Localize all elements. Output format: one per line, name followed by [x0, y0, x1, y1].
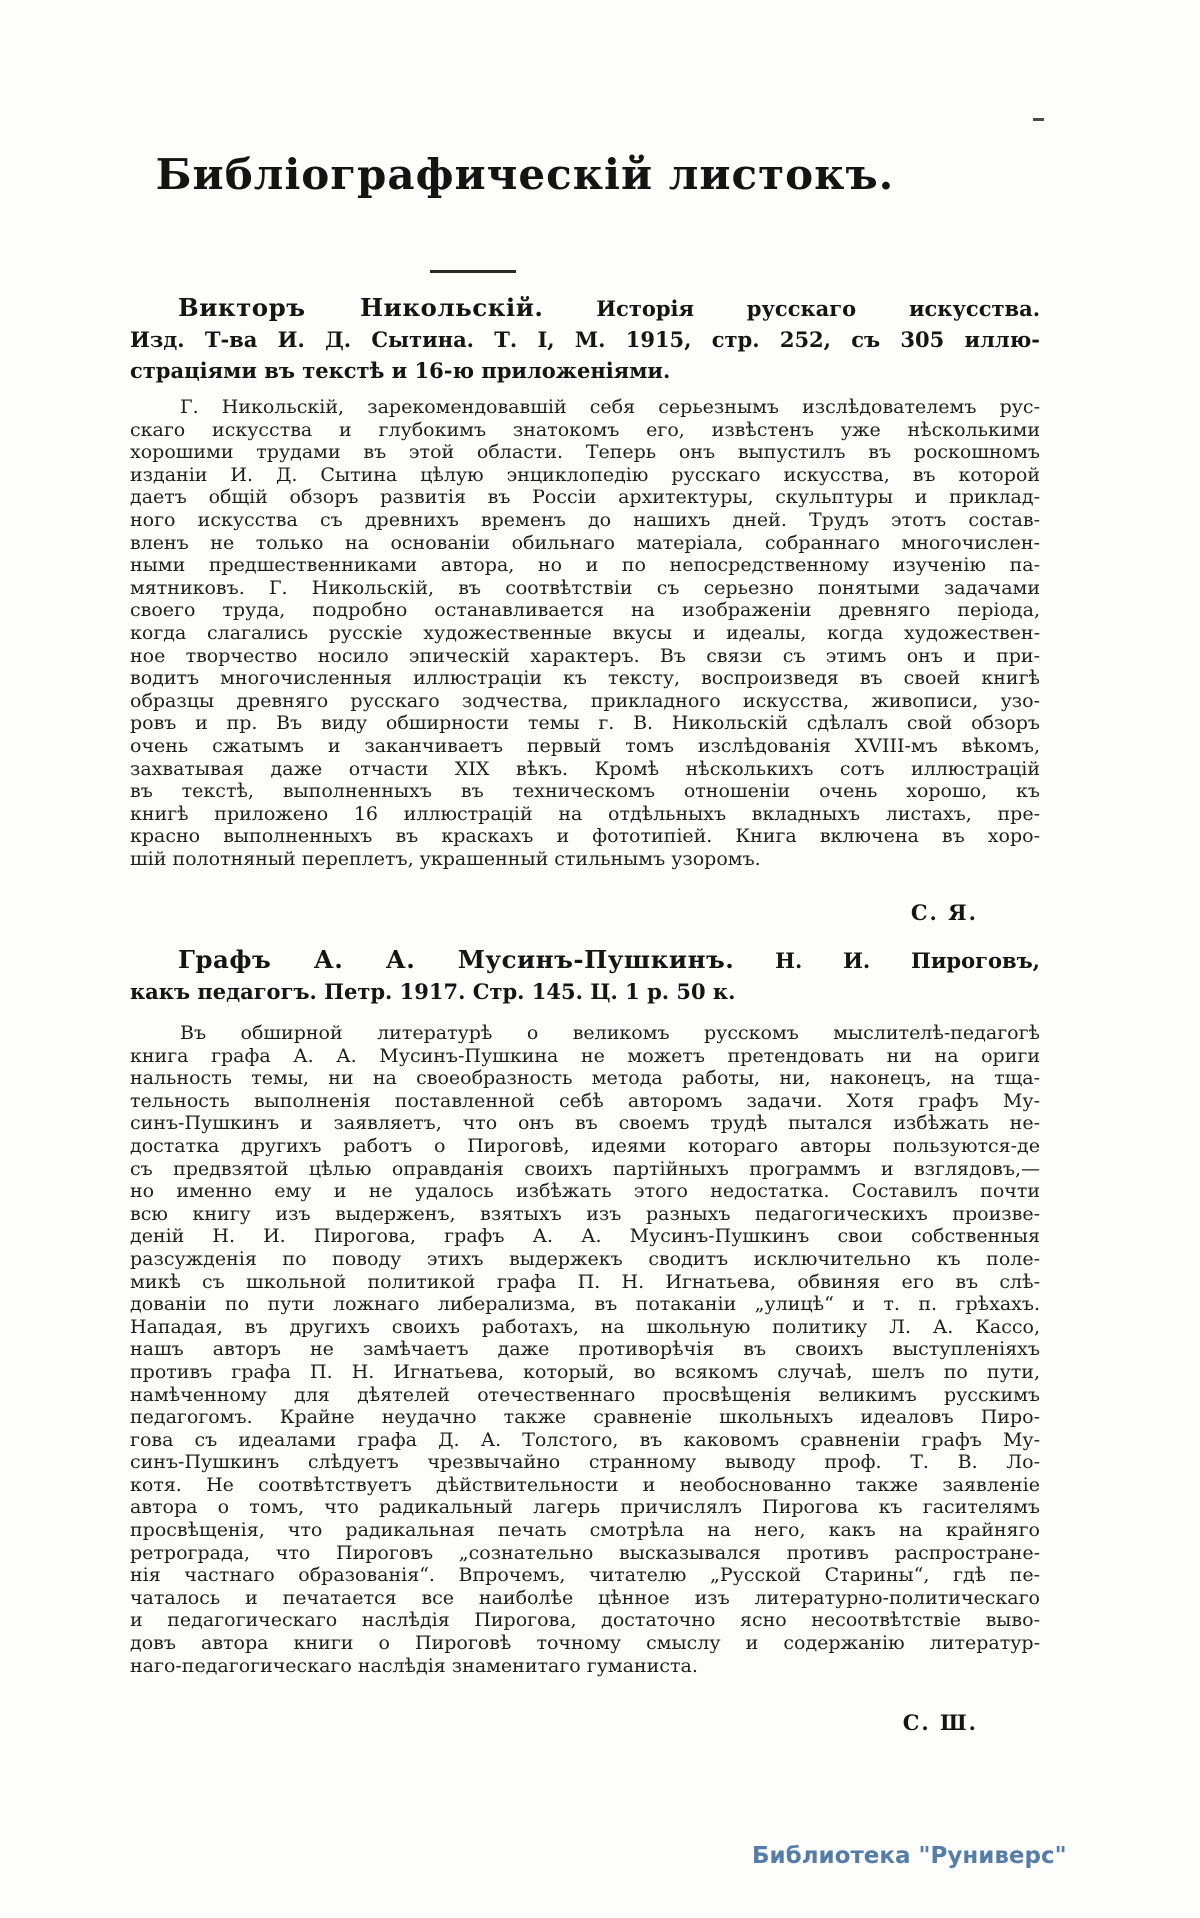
text-line: захватывая даже отчасти XIX вѣкъ. Кромѣ нѣсколькихъ сотъ иллюстрацій: [130, 757, 1040, 780]
review-1-heading: [130, 292, 1040, 386]
text-line: образцы древняго русскаго зодчества, прикладного искусства, живописи, узо-: [130, 689, 1040, 712]
text-line: просвѣщенія, что радикальная печать смотрѣла на него, какъ на крайняго: [130, 1519, 1040, 1542]
text-line: ровъ и пр. Въ виду обширности темы г. В. Никольскій сдѣлалъ свой обзоръ: [130, 712, 1040, 735]
page-title: Библіографическій листокъ.: [155, 150, 895, 199]
text-line: котя. Не соотвѣтствуетъ дѣйствительности и необоснованно также заявленіе: [130, 1473, 1040, 1496]
text-line: нальность темы, ни на своеобразность метода работы, ни, наконецъ, на тща-: [130, 1067, 1040, 1090]
text-line: разсужденія по поводу этихъ выдержекъ сводитъ исключительно къ поле-: [130, 1247, 1040, 1270]
text-line: книга графа А. А. Мусинъ-Пушкина не можетъ претендовать ни на ориги: [130, 1044, 1040, 1067]
text-line: дованіи по пути ложнаго либерализма, въ потаканіи „улицѣ“ и т. п. грѣхахъ.: [130, 1293, 1040, 1316]
text-line: и педагогическаго наслѣдія Пирогова, достаточно ясно несоотвѣтствіе выво-: [130, 1609, 1040, 1632]
text-line: Г. Никольскій, зарекомендовавшій себя серьезнымъ изслѣдователемъ рус-: [180, 396, 1040, 418]
text-line: гова съ идеалами графа Д. А. Толстого, въ каковомъ сравненіи графъ Му-: [130, 1428, 1040, 1451]
text-line: довъ автора книги о Пироговѣ точному смыслу и содержанію литератур-: [130, 1632, 1040, 1655]
text-line: когда слагались русскіе художественные вкусы и идеалы, когда художествен-: [130, 621, 1040, 644]
text-line: Нападая, въ другихъ своихъ работахъ, на школьную политику Л. А. Кассо,: [130, 1315, 1040, 1338]
runivers-watermark: Библиотека "Руниверс": [752, 1843, 1067, 1869]
text-line: чаталось и печатается все наиболѣе цѣнное изъ литературно-политическаго: [130, 1586, 1040, 1609]
text-line: шій полотняный переплетъ, украшенный стильнымъ узоромъ.: [130, 847, 761, 870]
text-line: книгѣ приложено 16 иллюстрацій на отдѣльныхъ вкладныхъ листахъ, пре-: [130, 802, 1040, 825]
review-1-body: [130, 396, 1040, 870]
text-line: Въ обширной литературѣ о великомъ русскомъ мыслителѣ-педагогѣ: [180, 1022, 1040, 1044]
text-line: намѣченному для дѣятелей отечественнаго просвѣщенія великимъ русскимъ: [130, 1383, 1040, 1406]
text-line: вленъ не только на основаніи обильнаго матеріала, собраннаго многочислен-: [130, 531, 1040, 554]
review-1-author: Викторъ Никольскій.: [178, 293, 544, 322]
text-line: даетъ общій обзоръ развитія въ Россіи архитектуры, скульптуры и приклад-: [130, 486, 1040, 509]
text-line: ными предшественниками автора, но и по непосредственному изученію па-: [130, 554, 1040, 577]
review-2-heading-rest: [130, 976, 1040, 1007]
text-line: страціями въ текстѣ и 16-ю приложеніями.: [130, 358, 671, 383]
review-2-heading: [130, 944, 1040, 1007]
text-line: достатка другихъ работъ о Пироговѣ, идеями котораго авторы пользуются-де: [130, 1134, 1040, 1157]
text-line: ное творчество носило эпическій характеръ. Въ связи съ этимъ онъ и при-: [130, 644, 1040, 667]
review-2-title-text: Н. И. Пироговъ,: [775, 948, 1040, 973]
text-line: водитъ многочисленныя иллюстраціи къ тексту, воспроизведя въ своей книгѣ: [130, 667, 1040, 690]
text-line: нашъ авторъ не замѣчаетъ даже противорѣчія въ своихъ выступленіяхъ: [130, 1338, 1040, 1361]
review-1-signature: С. Я.: [910, 900, 978, 925]
text-line: педагогомъ. Крайне неудачно также сравненіе школьныхъ идеаловъ Пиро-: [130, 1406, 1040, 1429]
text-line: своего труда, подробно останавливается на изображеніи древняго періода,: [130, 599, 1040, 622]
text-line: ного искусства съ древнихъ временъ до нашихъ дней. Трудъ этотъ состав-: [130, 508, 1040, 531]
scan-artifact-dash: [1033, 118, 1044, 121]
text-line: деній Н. И. Пирогова, графъ А. А. Мусинъ-Пушкинъ свои собственныя: [130, 1225, 1040, 1248]
text-line: всю книгу изъ выдерженъ, взятыхъ изъ разныхъ педагогическихъ произве-: [130, 1202, 1040, 1225]
title-divider-rule: [430, 270, 516, 273]
review-1-heading-line1: [130, 292, 1040, 324]
text-line: но именно ему и не удалось избѣжать этого недостатка. Составилъ почти: [130, 1180, 1040, 1203]
text-line: Изд. Т-ва И. Д. Сытина. Т. I, М. 1915, стр. 252, съ 305 иллю-: [130, 327, 1040, 352]
review-1-title-text: Исторія русскаго искусства.: [596, 296, 1041, 321]
text-line: автора о томъ, что радикальный лагерь причислялъ Пирогова къ гасителямъ: [130, 1496, 1040, 1519]
text-line: скаго искусства и глубокимъ знатокомъ его, извѣстенъ уже нѣсколькими: [130, 418, 1040, 441]
text-line: изданіи И. Д. Сытина цѣлую энциклопедію русскаго искусства, въ которой: [130, 463, 1040, 486]
review-2-author: Графъ А. А. Мусинъ-Пушкинъ.: [178, 945, 735, 974]
text-line: хорошими трудами въ этой области. Теперь онъ выпустилъ въ роскошномъ: [130, 441, 1040, 464]
text-line: очень сжатымъ и заканчиваетъ первый томъ изслѣдованія XVIII-мъ вѣкомъ,: [130, 734, 1040, 757]
text-line: нія частнаго образованія“. Впрочемъ, читателю „Русской Старины“, гдѣ пе-: [130, 1564, 1040, 1587]
text-line: противъ графа П. Н. Игнатьева, который, во всякомъ случаѣ, шелъ по пути,: [130, 1360, 1040, 1383]
text-line: тельность выполненія поставленной себѣ авторомъ задачи. Хотя графъ Му-: [130, 1089, 1040, 1112]
text-line: синъ-Пушкинъ слѣдуетъ чрезвычайно странному выводу проф. Т. В. Ло-: [130, 1451, 1040, 1474]
text-line: мятниковъ. Г. Никольскій, въ соотвѣтствіи съ серьезно понятыми задачами: [130, 576, 1040, 599]
text-line: красно выполненныхъ въ краскахъ и фототипіей. Книга включена въ хоро-: [130, 825, 1040, 848]
text-line: въ текстѣ, выполненныхъ въ техническомъ отношеніи очень хорошо, къ: [130, 780, 1040, 803]
text-line: съ предвзятой цѣлью оправданія своихъ партійныхъ программъ и взглядовъ,—: [130, 1157, 1040, 1180]
review-2-signature: С. Ш.: [902, 1710, 978, 1735]
review-1-heading-rest: [130, 324, 1040, 386]
text-line: наго-педагогическаго наслѣдія знаменитаго гуманиста.: [130, 1654, 698, 1677]
review-2-body: [130, 1022, 1040, 1677]
text-line: какъ педагогъ. Петр. 1917. Стр. 145. Ц. 1 р. 50 к.: [130, 979, 736, 1004]
review-2-heading-line1: [130, 944, 1040, 976]
text-column: [130, 0, 1040, 1918]
text-line: синъ-Пушкинъ и заявляетъ, что онъ въ своемъ трудѣ пытался избѣжать не-: [130, 1112, 1040, 1135]
text-line: ретрограда, что Пироговъ „сознательно высказывался противъ распростране-: [130, 1541, 1040, 1564]
text-line: микѣ съ школьной политикой графа П. Н. Игнатьева, обвиняя его въ слѣ-: [130, 1270, 1040, 1293]
